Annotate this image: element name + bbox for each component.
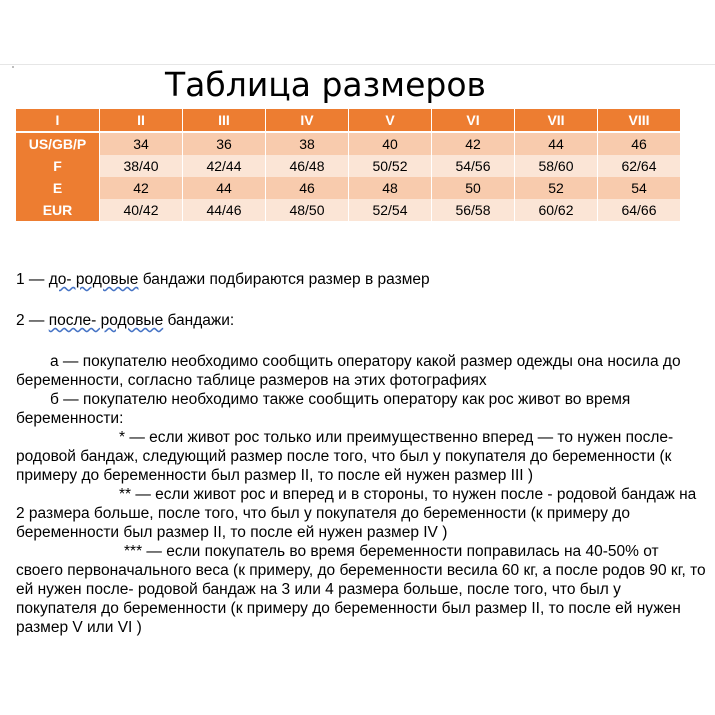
row-label: US/GB/P bbox=[16, 133, 99, 155]
table-cell: 36 bbox=[183, 133, 265, 155]
table-row bbox=[16, 155, 680, 177]
table-cell: 48/50 bbox=[266, 199, 348, 221]
table-cell: 52 bbox=[515, 177, 597, 199]
table-cell: 44 bbox=[515, 133, 597, 155]
note-a: а — покупателю необходимо сообщить оператору какой размер одежды она носила до беременности, согласно таблице размеров на этих фотографиях bbox=[16, 353, 681, 389]
table-cell: 50/52 bbox=[349, 155, 431, 177]
note-star-1: * — если живот рос только или преимущественно вперед — то нужен после- родовой бандаж, следующий размер после того, что был у покупателя до беременности (к примеру до беременности был размер II, то после ей нужен размер III ) bbox=[16, 429, 674, 484]
table-cell: 54 bbox=[598, 177, 680, 199]
table-cell: 46 bbox=[266, 177, 348, 199]
table-row bbox=[16, 133, 680, 155]
table-cell: 52/54 bbox=[349, 199, 431, 221]
table-cell: 44 bbox=[183, 177, 265, 199]
table-cell: 54/56 bbox=[432, 155, 514, 177]
note-item-2 bbox=[16, 311, 706, 330]
table-cell: 42 bbox=[100, 177, 182, 199]
header-cell: I bbox=[16, 109, 99, 133]
size-table bbox=[15, 109, 681, 221]
page-title: Таблица размеров bbox=[165, 65, 486, 104]
note-underlined-term: до- родовые bbox=[48, 271, 139, 288]
header-cell: VIII bbox=[598, 109, 680, 133]
note-text: бандажи: bbox=[163, 312, 235, 329]
header-cell: V bbox=[349, 109, 431, 133]
notes-body bbox=[16, 270, 706, 637]
table-cell: 62/64 bbox=[598, 155, 680, 177]
row-label: F bbox=[16, 155, 99, 177]
table-cell: 46 bbox=[598, 133, 680, 155]
header-cell: III bbox=[183, 109, 265, 133]
note-star-2: ** — если живот рос и вперед и в стороны, то нужен после - родовой бандаж на 2 размера больше, после того, что был у покупателя до беременности (к примеру до беременности был размер II, то после ей нужен размер IV ) bbox=[16, 486, 697, 541]
note-prefix: 1 — bbox=[16, 271, 49, 288]
table-header-row bbox=[16, 109, 680, 133]
header-cell: IV bbox=[266, 109, 348, 133]
table-cell: 42/44 bbox=[183, 155, 265, 177]
table-cell: 40 bbox=[349, 133, 431, 155]
table-cell: 38/40 bbox=[100, 155, 182, 177]
table-cell: 50 bbox=[432, 177, 514, 199]
header-cell: II bbox=[100, 109, 182, 133]
table-cell: 48 bbox=[349, 177, 431, 199]
note-prefix: 2 — bbox=[16, 312, 49, 329]
table-cell: 34 bbox=[100, 133, 182, 155]
note-b: б — покупателю необходимо также сообщить оператору как рос живот во время беременности: bbox=[16, 391, 631, 427]
row-label: EUR bbox=[16, 199, 99, 221]
table-cell: 44/46 bbox=[183, 199, 265, 221]
note-item-1 bbox=[16, 270, 706, 289]
header-cell: VI bbox=[432, 109, 514, 133]
table-cell: 64/66 bbox=[598, 199, 680, 221]
table-cell: 60/62 bbox=[515, 199, 597, 221]
note-star-3: *** — если покупатель во время беременности поправилась на 40-50% от своего первоначального веса (к примеру, до беременности весила 60 кг, а после родов 90 кг, то ей нужен после- родовой бандаж на 3 или 4 размера больше, после того, что был у покупателя до беременности (к примеру до беременности был размер II, то после ей нужен размер V или VI ) bbox=[16, 543, 706, 636]
header-cell: VII bbox=[515, 109, 597, 133]
table-cell: 46/48 bbox=[266, 155, 348, 177]
table-row bbox=[16, 177, 680, 199]
note-underlined-term: после- родовые bbox=[48, 312, 164, 329]
row-label: E bbox=[16, 177, 99, 199]
table-cell: 40/42 bbox=[100, 199, 182, 221]
note-text: бандажи подбираются размер в размер bbox=[138, 271, 430, 288]
table-cell: 56/58 bbox=[432, 199, 514, 221]
table-cell: 58/60 bbox=[515, 155, 597, 177]
table-row bbox=[16, 199, 680, 221]
table-cell: 38 bbox=[266, 133, 348, 155]
table-cell: 42 bbox=[432, 133, 514, 155]
